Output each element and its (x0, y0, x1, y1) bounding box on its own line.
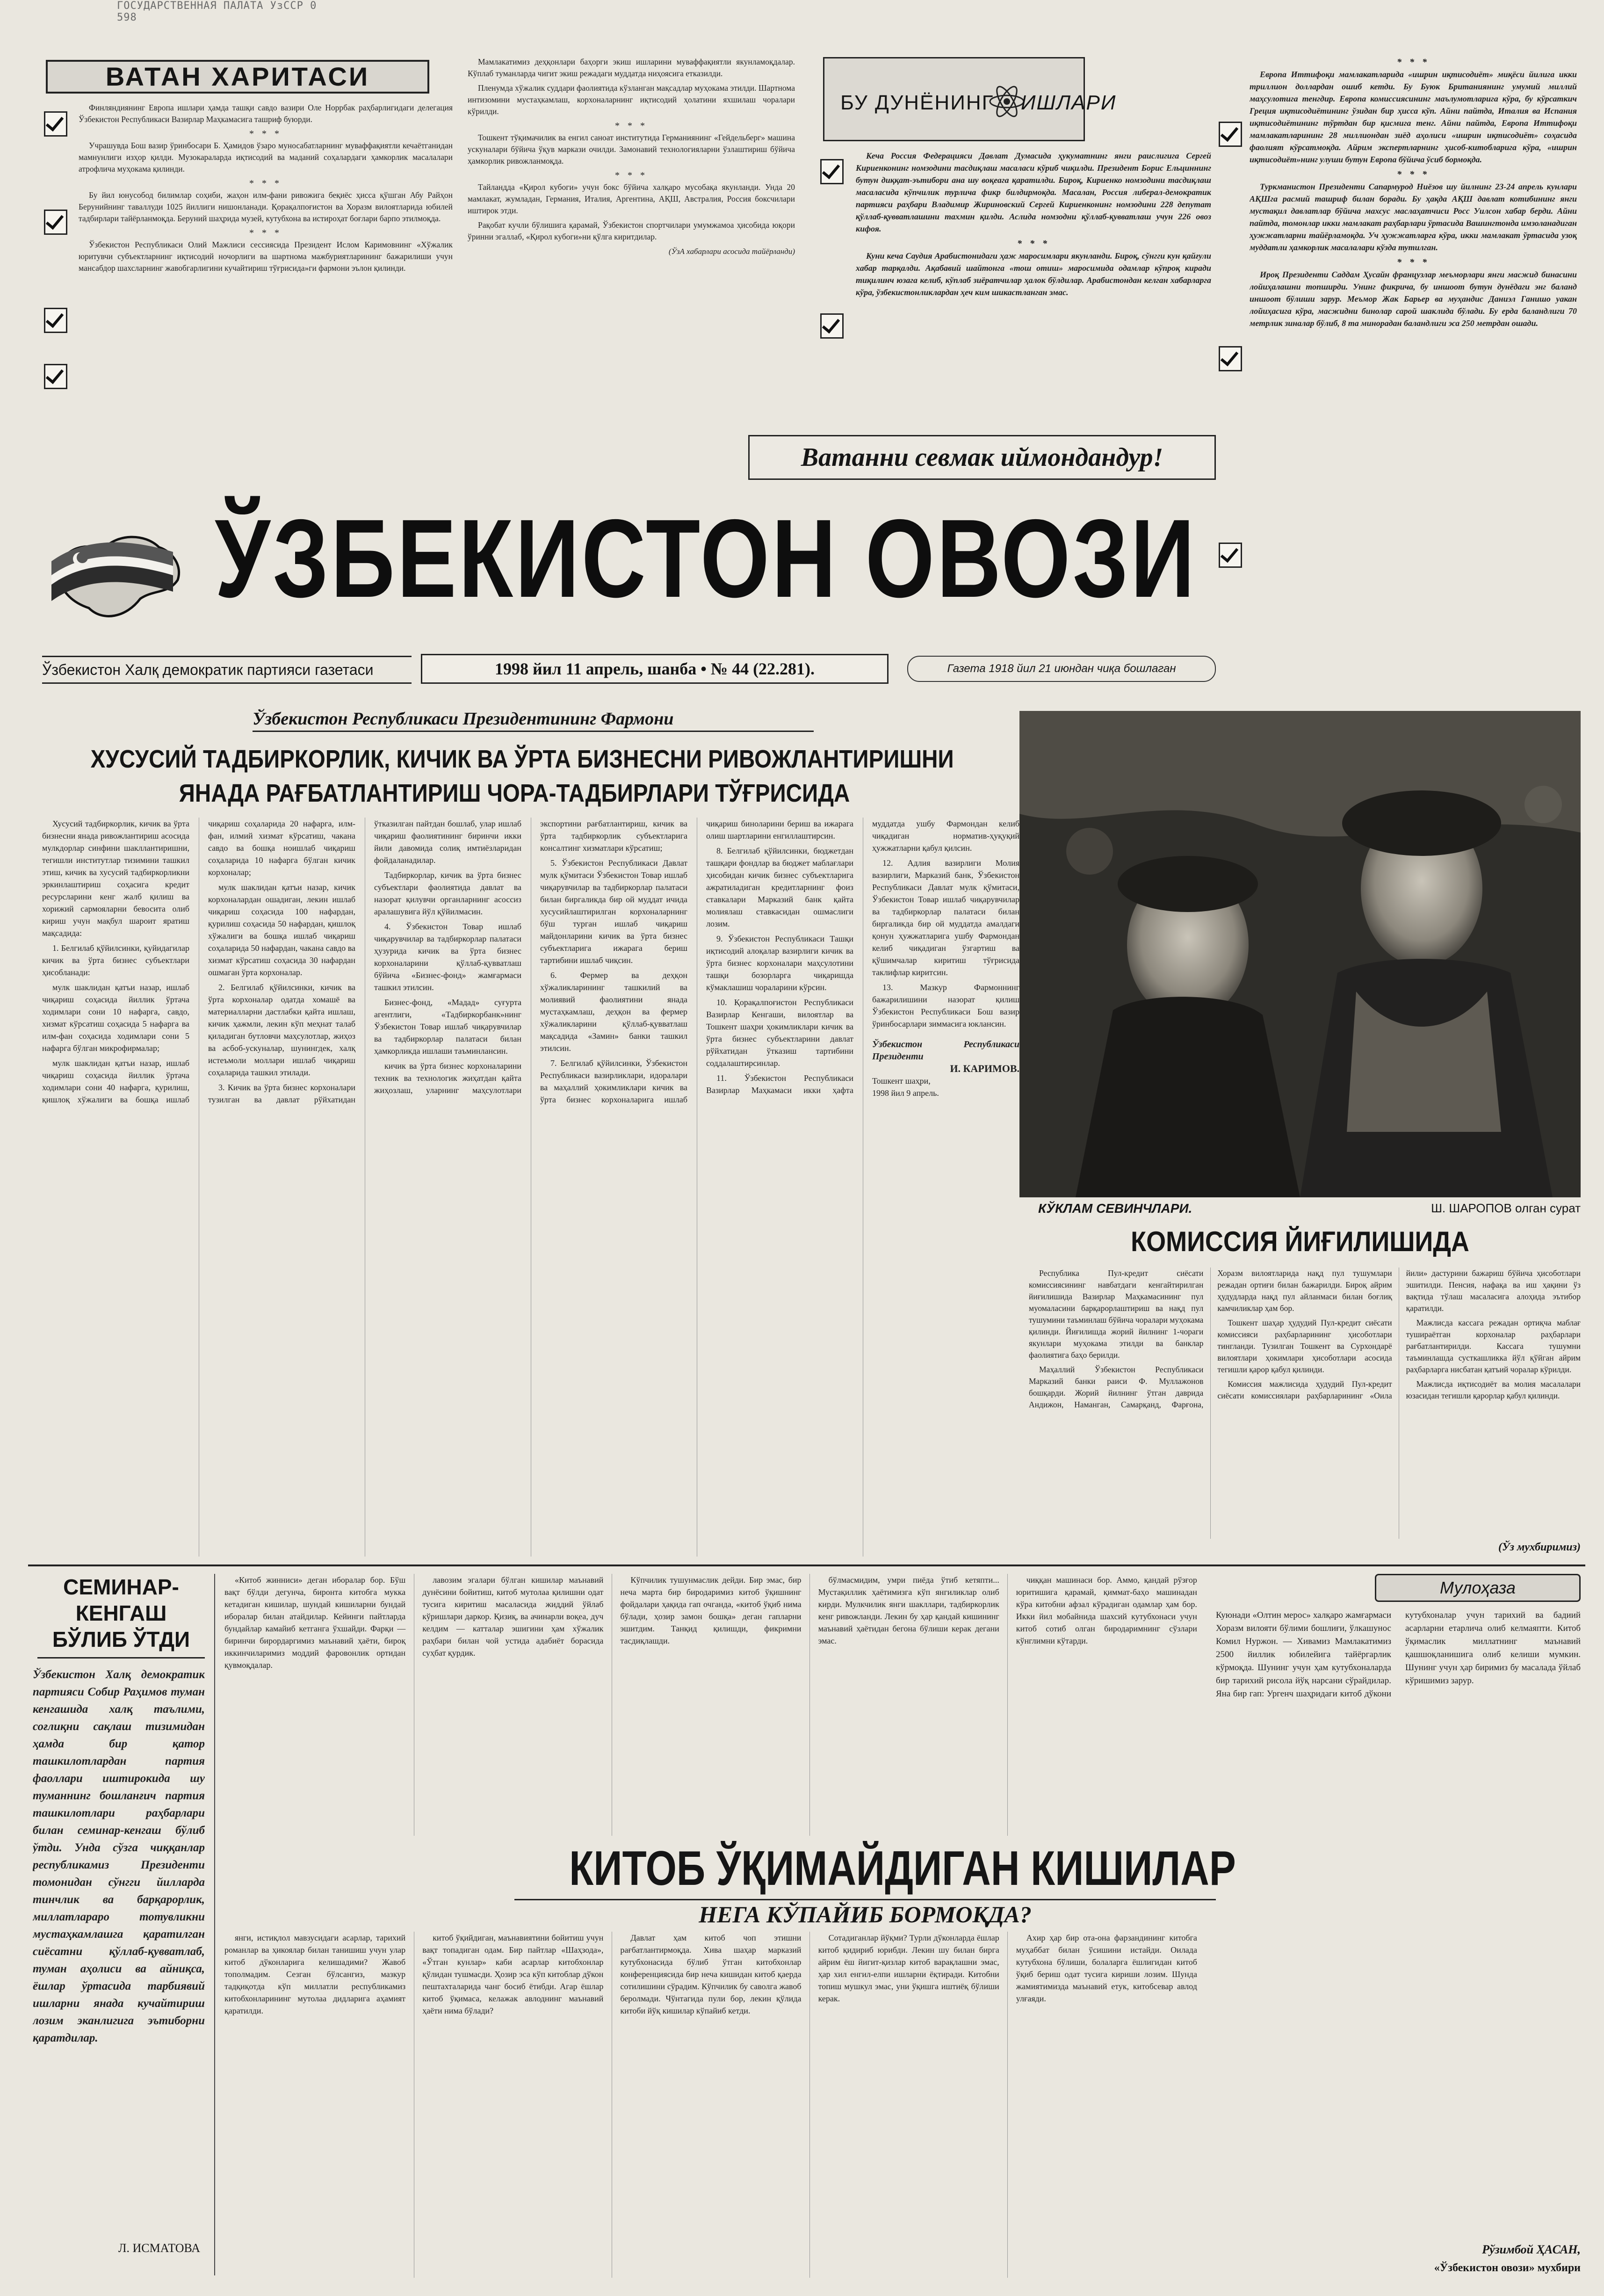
seminar-title-3: БЎЛИБ ЎТДИ (37, 1626, 205, 1659)
issue-line-box (421, 654, 889, 684)
separator-stars: * * * (1397, 57, 1430, 67)
kitob-paragraph: чиққан машинаси бор. Аммо, қандай рўзғор юритишига қарамай, қиммат-баҳо машинадан кўра китобни афзал кўрадиган одамлар ҳам бор. Икки йил мобайнида шахсий кутубхонаси учун китоб сотиб олган биродаримнинг сўзлари кўнглимни кўтарди. (1016, 1575, 1197, 1645)
section-divider (28, 1564, 1585, 1566)
decree-paragraph: 10. Қорақалпоғистон Республикаси Вазирлар Кенгаши, вилоятлар ва Тошкент шаҳри ҳокимликлари кичик ва ўрта бизнес субъектларини давлат рўйхатидан ўтказиш тартибини соддалаштирсинлар. (706, 998, 853, 1068)
checkbox-icon (44, 308, 67, 333)
signature-date: 1998 йил 9 апрель. (872, 1088, 939, 1098)
spring-photo (1019, 711, 1581, 1197)
since-line-box (907, 656, 1216, 682)
decree-paragraph: 7. Белгилаб қўйилсинки, Ўзбекистон Республикаси вазирликлари, идоралари ва маҳаллий ҳокимликлари кичик ва ўрта бизнес корхоналарига ишлаб чиқариш биноларини бериш ва ижарага олиш шартларини енгиллаштирсин. (540, 819, 853, 1104)
news-item: Туркманистон Президенти Сапармурод Ниёзов шу йилнинг 23-24 апрель кунлари АҚШга расмий ташриф билан боради. Бу ҳақда АҚШ давлат котибининг янги мустақил давлатлар бўйича махсус маслаҳатчиси Росс Уилсон хабар берди. Айни пайтда, томонлар икки мамлакат раҳбарлари ўртасида Вашингтонда имзоланадиган ҳужжатларни тайёрламоқда. Уч ҳужжатларга кўра, икки мамлакат ўртасида узоқ муддатли ҳамкорлик масалалари кўзда тутилган. (1250, 182, 1577, 252)
dunyo-title-right: ИШЛАРИ (1021, 91, 1117, 114)
vatan-harita-title-box (46, 60, 429, 94)
mulohaza-label: Мулоҳаза (1440, 1578, 1516, 1597)
kitob-paragraph: «Китоб жинниси» деган иборалар бор. Бўш вақт бўлди дегунча, биронта китобга мукка кетадиган кишилар, шундай кишиларни бундай иборалар билан атайдилар. Кейинги пайтларда бундайлар камайиб кетганга ўхшайди. Фарқи — биринчи бирордаргимиз маънавий ҳаёти, бироқ иккинчиларимиз моддий фаровонлик ортидан қувмоқдалар. (224, 1575, 406, 1670)
kitob-right-text: Куюнади «Олтин мерос» халқаро жамғармаси Хоразм вилояти бўлими бошлиғи, ўлкашунос Комил Нуржон. — Хивамиз Мамлакатимиз 2500 йиллик юбилейига тайёргарлик кўрмоқда. Шунинг учун ҳам кутубхоналарда бир тарихий рисола йўқ нарсани сўрайдилар. Яна бир гап: Ургенч шаҳридаги китоб дўкони кутубхоналар учун тарихий ва бадиий асарларни етарлича олиб келмаяпти. Китоб ўқимаслик миллатнинг маънавий қашшоқланишига олиб келиши мумкин. Шунинг учун ҳар биримиз бу масалада ўйлаб кўришимиз зарур. (1216, 1610, 1581, 1699)
decree-kicker: Ўзбекистон Республикаси Президентининг Фармони (253, 709, 814, 732)
seminar-title-1: СЕМИНАР- (63, 1575, 179, 1599)
separator-stars: * * * (615, 121, 648, 131)
decree-paragraph: кичик ва ўрта бизнес корхоналарини техник ва технологик жиҳатдан қайта жиҳозлаш, уларнинг маҳсулотлари экспортини рағбатлантириш, кичик ва ўрта тадбиркорлик субъектларига консалтинг хизматлари кўрсатиш; (374, 819, 687, 1095)
news-item: Европа Иттифоқи мамлакатларида «ишрин иқтисодиёт» миқёси йилига икки триллион доллардан ошиб кетди. Бу Буюк Британиянинг умумий миллий маҳсулотига тенгдир. Европа комиссиясининг маълумотларига кўра, бу кўрсаткич Греция иқтисодиётининг ўзидан бир ҳисса кўп. Айни пайтда, Италия ва Испания иқтисодиётининг тўртдан бир қисмига тенг. Айни пайтда, Европа Иттифоқи мамлакатларининг 28 миллиондан зиёд аҳолиси «ишрин иқтисодиёт» соҳасида фаолият кўрсатмоқда. Айрим экспертларнинг ҳисоб-китобларига кўра, «ишрин иқтисодиёт»нинг улуши бутун Европа бўйича ўсиб бормоқда. (1250, 70, 1577, 164)
checkbox-icon (44, 210, 67, 235)
decree-title-line-2: ЯНАДА РАҒБАТЛАНТИРИШ ЧОРА-ТАДБИРЛАРИ ТЎҒРИСИДА (179, 779, 850, 807)
masthead (28, 435, 1216, 697)
decree-paragraph: 2. Белгилаб қўйилсинки, кичик ва ўрта корхоналар одатда хомашё ва материалларни дастлабки қайта ишлаш, кичик ҳажмли, лекин кўп меҳнат талаб қиладиган бутловчи маҳсулотлар, жиҳоз ва асбоб-ускуналар, шунингдек, халқ истеъмоли моллари ишлаб чиқариш соҳаларида ташкил этилади. (208, 983, 355, 1077)
right-news-text (1250, 56, 1577, 702)
decree-paragraph: 4. Ўзбекистон Товар ишлаб чиқарувчилар ва тадбиркорлар палатаси ҳузурида кичик ва ўрта бизнес корхоналарини қўллаб-қувватлаш бўйича «Бизнес-фонд» жамғармаси ташкил этилсин. (374, 922, 521, 992)
news-item: Пленумда хўжалик суддари фаолиятида кўзланган мақсадлар муҳокама этилди. Шартнома интизомини мустаҳкамлаш, корхоналарнинг иқтисодий ҳолатини яхшилаш чоралари кўрилди. (468, 83, 795, 116)
decree-paragraph: Хусусий тадбиркорлик, кичик ва ўрта бизнесни янада ривожлантириш асосида мулкдорлар синфини шакллантиришни, тегишли институтлар тизимини ташкил этиш, кичик ва хусусий тадбиркорликни эркинлаштириш соҳасига кредит ресурсларини кенг жалб қилиш ва хорижий сармояларни бевосита олиб кириш учун мақбул шароит яратиш мақсадида: (42, 819, 189, 938)
flag-map-logo (47, 505, 187, 631)
decree-paragraph: Бизнес-фонд, «Мадад» суғурта агентлиги, «Тадбиркорбанк»нинг Ўзбекистон Товар ишлаб чиқарувчилар ва тадбиркорлар палатаси билан ҳамкорликда ишлаши таъминлансин. (374, 998, 521, 1056)
decree-paragraph: мулк шаклидан қатъи назар, ишлаб чиқариш соҳасида йиллик ўртача ходимлари сони 10 нафарга, савдо, хизмат кўрсатиш соҳасида 5 нафарга ва илм-фан соҳасида ходимлари сони 5 нафарга бўлган микрофирмалар; (42, 983, 189, 1053)
separator-stars: * * * (1397, 257, 1430, 268)
decree-paragraph: 3. Кичик ва ўрта бизнес корхоналари тузилган ва давлат рўйхатидан ўтказилган пайтдан бошлаб, улар ишлаб чиқариш фаолиятининг биринчи икки йили давомида солиқ имтиёзларидан фойдаланадилар. (208, 819, 521, 1104)
kitob-byline-role: «Ўзбекистон овози» мухбири (1434, 2262, 1581, 2274)
checkbox-icon (44, 111, 67, 137)
checkbox-icon (820, 159, 844, 184)
kitob-paragraph: Ахир ҳар бир ота-она фарзандининг китобга муҳаббат билан ўсишини истайди. Оилада кутубхона бўлиши, болаларга ёшлигидан китоб ўқиб бериш одат тусига кириши лозим. Шунда жамиятимизда маънавий етук, китобсевар авлод улғаяди. (1016, 1933, 1197, 2003)
komissiya-paragraph: Тошкент шаҳар ҳудудий Пул-кредит сиёсати комиссияси раҳбарларининг ҳисоботлари тингланди. Тузилган Тошкент ва Сурхондарё вилоятлари ҳокимлари ҳисоботлари асосида тегишли қарор қабул қилинди. (1217, 1318, 1392, 1374)
checkbox-icon (44, 364, 67, 389)
kitob-paragraph: янги, истиқлол мавзусидаги асарлар, тарихий романлар ва ҳикоялар билан танишиш учун улар китоб дўконларига келишадими? Жавоб тополмадим. Сезган бўлсангиз, мазкур тадқиқотда кўп миллатли республикамиз китобхонларининг мутолаа дидларига аҳамият қаратилди. (224, 1933, 406, 2015)
decree-paragraph: мулк шаклидан қатъи назар, ишлаб чиқариш соҳасида йиллик ўртача ходимлари сони 40 нафарга, қурилиш, қишлоқ хўжалиги ва бошқа ишлаб чиқариш соҳаларида 20 нафарга, илм-фан, илмий хизмат кўрсатиш, чакана савдо ва бошқа ноишлаб чиқариш соҳаларида 10 нафарга бўлган кичик корхоналар; (42, 819, 355, 1104)
decree-paragraph: 8. Белгилаб қўйилсинки, бюджетдан ташқари фондлар ва бюджет маблағлари ҳисобидан кичик бизнес субъектларига ажратиладиган кредитларнинг фоиз ставкалари Марказий банк қайта молиялаш ставкасидан ошмаслиги лозим. (706, 846, 853, 928)
issue-line: 1998 йил 11 апрель, шанба • № 44 (22.281). (494, 659, 815, 678)
komissiya-byline: (Ўз мухбиримиз) (1498, 1541, 1581, 1553)
news-item: Финляндиянинг Европа ишлари ҳамда ташқи савдо вазири Оле Норрбак раҳбарлигидаги делегация Ўзбекистон Республикаси Вазирлар Маҳкамасига ташриф буюрди. (79, 103, 453, 124)
source-note: (ЎзА хабарлари асосида тайёрланди) (668, 247, 795, 256)
vatan-harita-column-1 (79, 102, 453, 425)
news-item: Ироқ Президенти Саддам Ҳусайн французлар меъморлари янги масжид бинасини лойиҳалашни топширди. Унинг фикрича, бу иншоот бутун дунёдаги энг баланд иншоот бўлиши зарур. Меъмор Жак Барьер ва муҳандис Даниэл Ганишо уакан лойиҳасига кўра, масжидни бинолар сарой шаклида бўлади. Бу ерда баландлиги 70 метрлик зиналар бўлиб, 8 та минорадан баландлиги эса 250 метрдан ошади. (1250, 270, 1577, 328)
seminar-title-2: КЕНГАШ (75, 1601, 167, 1625)
decree-signature (872, 1038, 1019, 1099)
decree-paragraph: Тадбиркорлар, кичик ва ўрта бизнес субъектлари фаолиятида давлат ва назорат қилувчи органларнинг асоссиз аралашувига йўл қўйилмасин. (374, 870, 521, 916)
komissiya-title: КОМИССИЯ ЙИҒИЛИШИДА (1131, 1226, 1469, 1257)
since-line: Газета 1918 йил 21 июндан чиқа бошлаган (947, 662, 1176, 675)
komissiya-paragraph: Маҳаллий Ўзбекистон Республикаси Марказий банки раиси Ф. Муллажонов бошқарди. Жорий йилнинг ўтган даврида Андижон, Наманган, Самарқанд, Фарғона, Хоразм вилоятларида нақд пул тушумлари режадан ортиғи билан бажарилди. Бироқ айрим ҳудудларда нақд пул айланмаси билан боғлиқ камчиликлар ҳам бор. (1029, 1268, 1392, 1409)
kitob-paragraph: бўлмасмидим, умри пиёда ўтиб кетяпти... Мустақиллик ҳаётимизга кўп янгиликлар олиб кирди. Мулкчилик янги шакллари, тадбиркорлик кенг ривожланди. Лекин бу ҳар қандай кишининг маънавий ҳаётидан бегона бўлиши керак дегани эмас. (818, 1575, 999, 1645)
photo-image (1019, 711, 1581, 1197)
decree-paragraph: 1. Белгилаб қўйилсинки, қуйидагилар кичик ва ўрта бизнес субъектлари ҳисобланади: (42, 943, 189, 977)
separator-stars: * * * (249, 129, 282, 139)
kitob-paragraph: лавозим эгалари бўлган кишилар маънавий дунёсини бойитиш, китоб мутолаа қилишни одат тусига киритиш масаласида жиддий ўйлаб кўришлари даркор. Қизиқ, ва ачинарли воқеа, дуч келдим — катталар эшигини ҳам хўжалик раҳбари билан чой устида адабиёт борасида суҳбат қурдик. (422, 1575, 604, 1658)
photo-credit: Ш. ШАРОПОВ олган сурат (1431, 1201, 1581, 1215)
checkbox-icon (1219, 543, 1242, 568)
checkbox-icon (1219, 122, 1242, 147)
kitob-subtitle: НЕГА КЎПАЙИБ БОРМОҚДА? (514, 1899, 1216, 1928)
atom-icon (988, 83, 1026, 120)
right-news-column (1216, 51, 1581, 706)
news-item: Тайландда «Қирол кубоги» учун бокс бўйича халқаро мусобақа якунланди. Унда 20 мамлакат, жумладан, Германия, Италия, Аргентина, АҚШ, Австралия, Россия боксчилари иштирок этди. (468, 182, 795, 215)
decree-paragraph: 11. Ўзбекистон Республикаси Вазирлар Маҳкамаси икки ҳафта муддатда ушбу Фармондан келиб чиқадиган норматив-ҳуқуқий ҳужжатларни қабул қилсин. (706, 819, 1019, 1095)
party-line-box (42, 656, 412, 684)
news-item: Рақобат кучли бўлишига қарамай, Ўзбекистон спортчилари умумжамоа ҳисобида юқори ўринни эгаллаб, «Қирол кубоги»ни қўлга киритдилар. (468, 220, 795, 241)
kitob-paragraph: Давлат ҳам китоб чоп этишни рағбатлантирмоқда. Хива шаҳар марказий кутубхонасида бўлиб ўтган китобхонлар конференциясида бир неча кишидан китоб қаерда сотилишини сўрадим. Кўпчилик бу саволга жавоб беролмади. Чўнтагида пули бор, лекин қўлида китоби йўқ кишилар кўпайиб кетди. (620, 1933, 802, 2015)
seminar-byline: Л. ИСМАТОВА (118, 2241, 200, 2255)
separator-stars: * * * (1397, 169, 1430, 180)
dunyo-section (814, 51, 1216, 426)
party-line: Ўзбекистон Халқ демократик партияси газетаси (42, 661, 374, 678)
decree-paragraph: 9. Ўзбекистон Республикаси Ташқи иқтисодий алоқалар вазирлиги кичик ва ўрта бизнес корхоналари маҳсулотини ташқи бозорларга чиқаришда кўмаклашиш чораларини кўрсин. (706, 934, 853, 992)
kitob-title: КИТОБ ЎҚИМАЙДИГАН КИШИЛАР (569, 1841, 1236, 1896)
dunyo-text (856, 150, 1211, 426)
news-item: Куни кеча Саудия Арабистонидаги ҳаж маросимлари якунланди. Бироқ, сўнгги кун қайғули хабар тарқалди. Ақабавий шайтонга «тош отиш» маросимида одамлар кўпроқ киради тиқилинч юзага келиб, кўплаб зиёратчилар ҳалок бўлдилар. Арабистондан келган хабарларга кўра, ўзбекистонликлардан ҳеч ким шикастланган эмас. (856, 251, 1211, 297)
komissiya-paragraph: Мажлисда кассага режадан ортиқча маблағ тушираётган корхоналар раҳбарлари рағбатлантирилди. Кассага тушумни таъминлашда сусткашликка йўл қўйган айрим раҳбарларга нисбатан қатъий чоралар кўрилди. (1406, 1318, 1581, 1374)
kitob-paragraph: Кўпчилик тушунмаслик дейди. Бир эмас, бир неча марта бир биродаримиз китоб ўқишнинг фойдалари ҳақида гап очганда, «китоб ўқиб нима бўлади, ҳозир замон бошқа» деган гапларни эшитдим. Танқид қилишди, фикримни тасдиқлашди. (620, 1575, 802, 1645)
checkbox-icon (820, 313, 844, 339)
separator-stars: * * * (249, 228, 282, 238)
decree-paragraph: мулк шаклидан қатъи назар, кичик корхоналардан ошадиган, лекин ишлаб чиқариш соҳасида 100 нафардан, қурилиш соҳасида 50 нафардан, қишлоқ хўжалиги ва бошқа ишлаб чиқариш соҳаларида 50 нафардан, чакана савдо ва хизмат кўрсатиш соҳасида 30 нафардан ошмаган ўрта корхоналар. (208, 883, 355, 977)
separator-stars: * * * (1017, 239, 1050, 249)
signature-name: И. КАРИМОВ. (950, 1063, 1019, 1074)
kitob-top-columns (224, 1574, 1197, 1836)
komissiya-paragraph: Республика Пул-кредит сиёсати комиссиясининг навбатдаги кенгайтирилган йиғилишида Вазирлар Маҳкамасининг пул муомаласини барқарорлаштириш ва нақд пул тушумини таъминлаш бўйича чоралари муҳокама қилинди. Йиғилишда жорий йилнинг 1-чораги якунлари муҳокама этилди ва банклар фаолиятига баҳо берилди. (1029, 1268, 1204, 1360)
komissiya-paragraph: Комиссия мажлисида ҳудудий Пул-кредит сиёсати комиссиялари раҳбарларининг «Оила йили» дастурини бажариш бўйича ҳисоботлари эшитилди. Пенсия, нафақа ва иш ҳақини ўз вақтида тўлаш масаласига алоҳида эътибор қаратилди. (1217, 1268, 1581, 1400)
news-item: Ўзбекистон Республикаси Олий Мажлиси сессиясида Президент Ислом Каримовнинг «Хўжалик юритувчи субъектларнинг иқтисодий ночорлиги ва шартнома мажбуриятларининг бажарилиши учун мансабдор шахсларнинг жавобгарлигини кучайтириш тўғрисида»ги фармони эълон қилинди. (79, 240, 453, 273)
kitob-byline-name: Рўзимбой ҲАСАН, (1482, 2243, 1581, 2256)
separator-stars: * * * (615, 170, 648, 181)
slogan: Ватанни севмак иймондандур! (801, 443, 1163, 472)
signature-office: Ўзбекистон Республикаси Президенти (872, 1039, 1019, 1062)
decree-paragraph: 12. Адлия вазирлиги Молия вазирлиги, Марказий банк, Ўзбекистон Республикаси Давлат мулк қўмитаси, Ўзбекистон Товар ишлаб чиқарувчилар ва тадбиркорлар палатаси билан биргаликда бир ой муддатда амалдаги қонун ҳужжатларига ушбу Фармондан келиб чиқадиган ўзгартиш ва қўшимчалар киритиш тўғрисида таклифлар киритсин. (872, 858, 1019, 977)
news-item: Тошкент тўқимачилик ва енгил саноат институтида Германиянинг «Гейдельберг» машина ускуналари бўйича ўқув маркази очилди. Замонавий технологияларни ўзлаштириш бўйича ҳамкорлик ривожланмоқда. (468, 133, 795, 166)
decree-paragraph: 6. Фермер ва деҳқон хўжаликларининг ташкилий ва молиявий фаолиятини янада мустаҳкамлаш, деҳқон ва фермер хўжаликларини қўллаб-қувватлаш мақсадида «Замин» банки ташкил этилсин. (540, 971, 687, 1053)
vatan-harita-title: ВАТАН ХАРИТАСИ (105, 62, 370, 91)
seminar-section (28, 1574, 215, 2275)
decree-paragraph: 13. Мазкур Фармоннинг бажарилишини назорат қилиш Ўзбекистон Республикаси Бош вазир ўринбосарлари зиммасига юклансин. (872, 983, 1019, 1028)
checkbox-icon (1219, 346, 1242, 371)
mulohaza-label-box (1375, 1574, 1581, 1602)
seminar-body: Ўзбекистон Халқ демократик партияси Собир Раҳимов туман кенгашида халқ таълими, соғлиқни сақлаш тизимидан ҳамда бир қатор ташкилотлардан партия фаоллари иштирокида шу туманнинг бошланғич партия ташкилотлари раҳбарлари билан семинар-кенгаш бўлиб ўтди. Унда сўзга чиққанлар республикамиз Президенти томонидан сўнгги йилларда тинчлик ва барқарорлик, миллатлараро тотувликни мустаҳкамлашга қаратилган сиёсатни қўллаб-қувватлаб, туман аҳолиси ва айниқса, ёшлар ўртасида тарбиявий ишларни янада кучайтириш лозим эканлигига эътиборни қаратдилар. (33, 1668, 205, 2044)
photo-caption: КЎКЛАМ СЕВИНЧЛАРИ. (1038, 1201, 1192, 1216)
kitob-paragraph: Сотадиганлар йўқми? Турли дўконларда ёшлар китоб қидириб юрибди. Лекин шу билан бирга айрим ёш йигит-қизлар китоб варақлашни эмас, ҳар хил енгил-елпи ишларни ёқтиради. Китобни топиш мушкул эмас, уни ўқишга иштиёқ бўлиши керак. (818, 1933, 999, 2003)
vatan-harita-column-2 (468, 56, 795, 426)
news-item: Кеча Россия Федерацияси Давлат Думасида ҳукуматнинг янги раислигига Сергей Кириенконинг номзодини тасдиқлаш масаласи кўриб чиқилди. Президент Борис Ельциннинг бутун диққат-эътибори ана шу воқеага қаратилди. Бироқ, Кириенко номзодини тасдиқлаш масаласида кўпчилик турлича фикр билдирмоқда. Масалан, Россия либерал-демократик партияси раҳбари Владимир Жириновский Сергей Кириенконинг номзодини 228 депутат қўллаб-қувватлашини тахмин қилди. Аслида номзодни қўллаб-қувватлаш учун 226 овоз кифоя. (856, 151, 1211, 233)
decree-title-line-1: ХУСУСИЙ ТАДБИРКОРЛИК, КИЧИК ВА ЎРТА БИЗНЕСНИ РИВОЖЛАНТИРИШНИ (90, 745, 954, 773)
newspaper-title: ЎЗБЕКИСТОН ОВОЗИ (215, 497, 1197, 621)
vatan-harita-section (36, 55, 476, 425)
signature-place: Тошкент шаҳри, (872, 1076, 931, 1086)
news-item: Мамлакатимиз деҳқонлари баҳорги экиш ишларини муваффақиятли якунламоқдалар. Кўплаб туманларда чигит экиш режадаги муддатда ниҳоясига етказилди. (468, 57, 795, 78)
kitob-paragraph: китоб ўқийдиган, маънавиятини бойитиш учун вақт топадиган одам. Бир пайтлар «Шаҳзода», «Ўтган кунлар» каби асарлар китобхонлар қўлидан тушмасди. Ҳозир эса кўп китоблар дўкон пештахталарида чанг босиб ётибди. Агар ёшлар китоб ўқимаса, келажак авлоднинг маънавий ҳаёти нима бўлади? (422, 1933, 604, 2015)
dunyo-title-left: БУ ДУНЁНИНГ (840, 91, 994, 114)
komissiya-body (1029, 1268, 1581, 1539)
dunyo-title-box (823, 57, 1117, 141)
uzbekistan-map-icon (47, 505, 187, 631)
news-item: Учрашувда Бош вазир ўринбосари Б. Ҳамидов ўзаро муносабатларнинг муваффақиятли кечаётганидан мамнунлиги изҳор қилди. Музокараларда иқтисодий ва маданий соҳалардаги ҳамкорлик масалалари атрофлича муҳокама қилинди. (79, 141, 453, 174)
komissiya-paragraph: Мажлисда иқтисодиёт ва молия масалалари юзасидан тегишли қарорлар қабул қилинди. (1406, 1379, 1581, 1400)
separator-stars: * * * (249, 178, 282, 188)
kitob-bottom-columns (224, 1932, 1197, 2278)
slogan-box (748, 435, 1216, 480)
decree-body (42, 818, 1019, 1557)
archive-stamp: ГОСУДАРСТВЕННАЯ ПАЛАТА УзССР 0 598 (117, 0, 317, 23)
decree-paragraph: 5. Ўзбекистон Республикаси Давлат мулк қўмитаси Ўзбекистон Товар ишлаб чиқарувчилар ва тадбиркорлар палатаси билан биргаликда бир ой муддат ичида хусусийлаштирилган корхоналарнинг бўш турган ишлаб чиқариш майдонларини кичик ва ўрта бизнес субъектларига ижарага бериш тартибини ишлаб чиқсин. (540, 858, 687, 965)
news-item: Бу йил юнусобод билимлар соҳиби, жаҳон илм-фани ривожига беқиёс ҳисса қўшган Абу Райҳон Берунийнинг таваллуди 1025 йиллиги нишонланади. Қорақалпоғистон ва Хоразм вилоятларида юбилей тадбирлари тайёрланмоқда. Беруний шаҳрида музей, кутубхона ва истироҳат боғлари барпо этилмоқда. (79, 190, 453, 223)
